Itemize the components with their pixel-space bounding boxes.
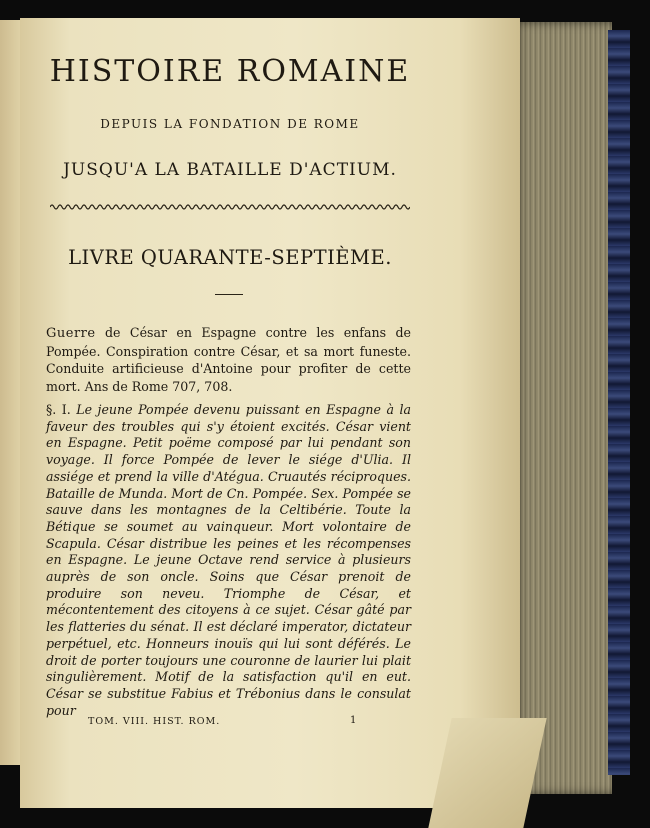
page-footer-signature: 1 [350, 715, 357, 726]
summary-text: de César en Espagne contre les enfans de Pompée. Conspiration contre César, et sa mort funeste. Conduite artificieuse d'Antoine pour profiter de cette mort. Ans de Rome 707, 708. [46, 325, 411, 394]
book-heading: LIVRE QUARANTE-SEPTIÈME. [68, 246, 392, 269]
previous-page-edge [0, 20, 22, 765]
chapter-summary [46, 324, 411, 395]
section-1-paragraph [46, 402, 411, 719]
book-fore-edge [512, 22, 612, 794]
section-text: Le jeune Pompée devenu puissant en Espagne à la faveur des troubles qui s'y étoient excités. César vient en Espagne. Petit poëme composé par lui pendant son voyage. Il force Pompée de lever le siége d'Ulia. Il assiége et prend la ville d'Atégua. Cruautés réciproques. Bataille de Munda. Mort de Cn. Pompée. Sex. Pompée se sauve dans les montagnes de la Celtibérie. Toute la Bétique se soumet au vainqueur. Mort volontaire de Scapula. César distribue les peines et les récompenses en Espagne. Le jeune Octave rend service à plusieurs auprès de son oncle. Soins que César prenoit de produire son neveu. Triomphe de César, et mécontentement des citoyens à ce sujet. César gâté par les flatteries du sénat. Il est déclaré imperator, dictateur perpétuel, etc. Honneurs inouïs qui lui sont déférés. Le droit de porter toujours une couronne de laurier lui plait singulièrement. Motif de la satisfaction qu'il en eut. César se substitue Fabius et Trébonius dans le consulat pour [46, 402, 411, 718]
ornamental-wavy-rule [50, 203, 410, 211]
page-title: HISTOIRE ROMAINE [49, 54, 411, 89]
folded-page-corner [428, 718, 546, 828]
summary-lead-word: Guerre [46, 326, 96, 341]
page-subtitle-2: JUSQU'A LA BATAILLE D'ACTIUM. [63, 160, 397, 180]
heading-divider [215, 294, 243, 295]
book-page [20, 18, 520, 808]
page-footer-volume: TOM. VIII. HIST. ROM. [88, 716, 221, 727]
section-marker: §. I. [46, 402, 77, 417]
book-cover-edge [608, 30, 630, 775]
page-subtitle-1: DEPUIS LA FONDATION DE ROME [100, 117, 360, 131]
